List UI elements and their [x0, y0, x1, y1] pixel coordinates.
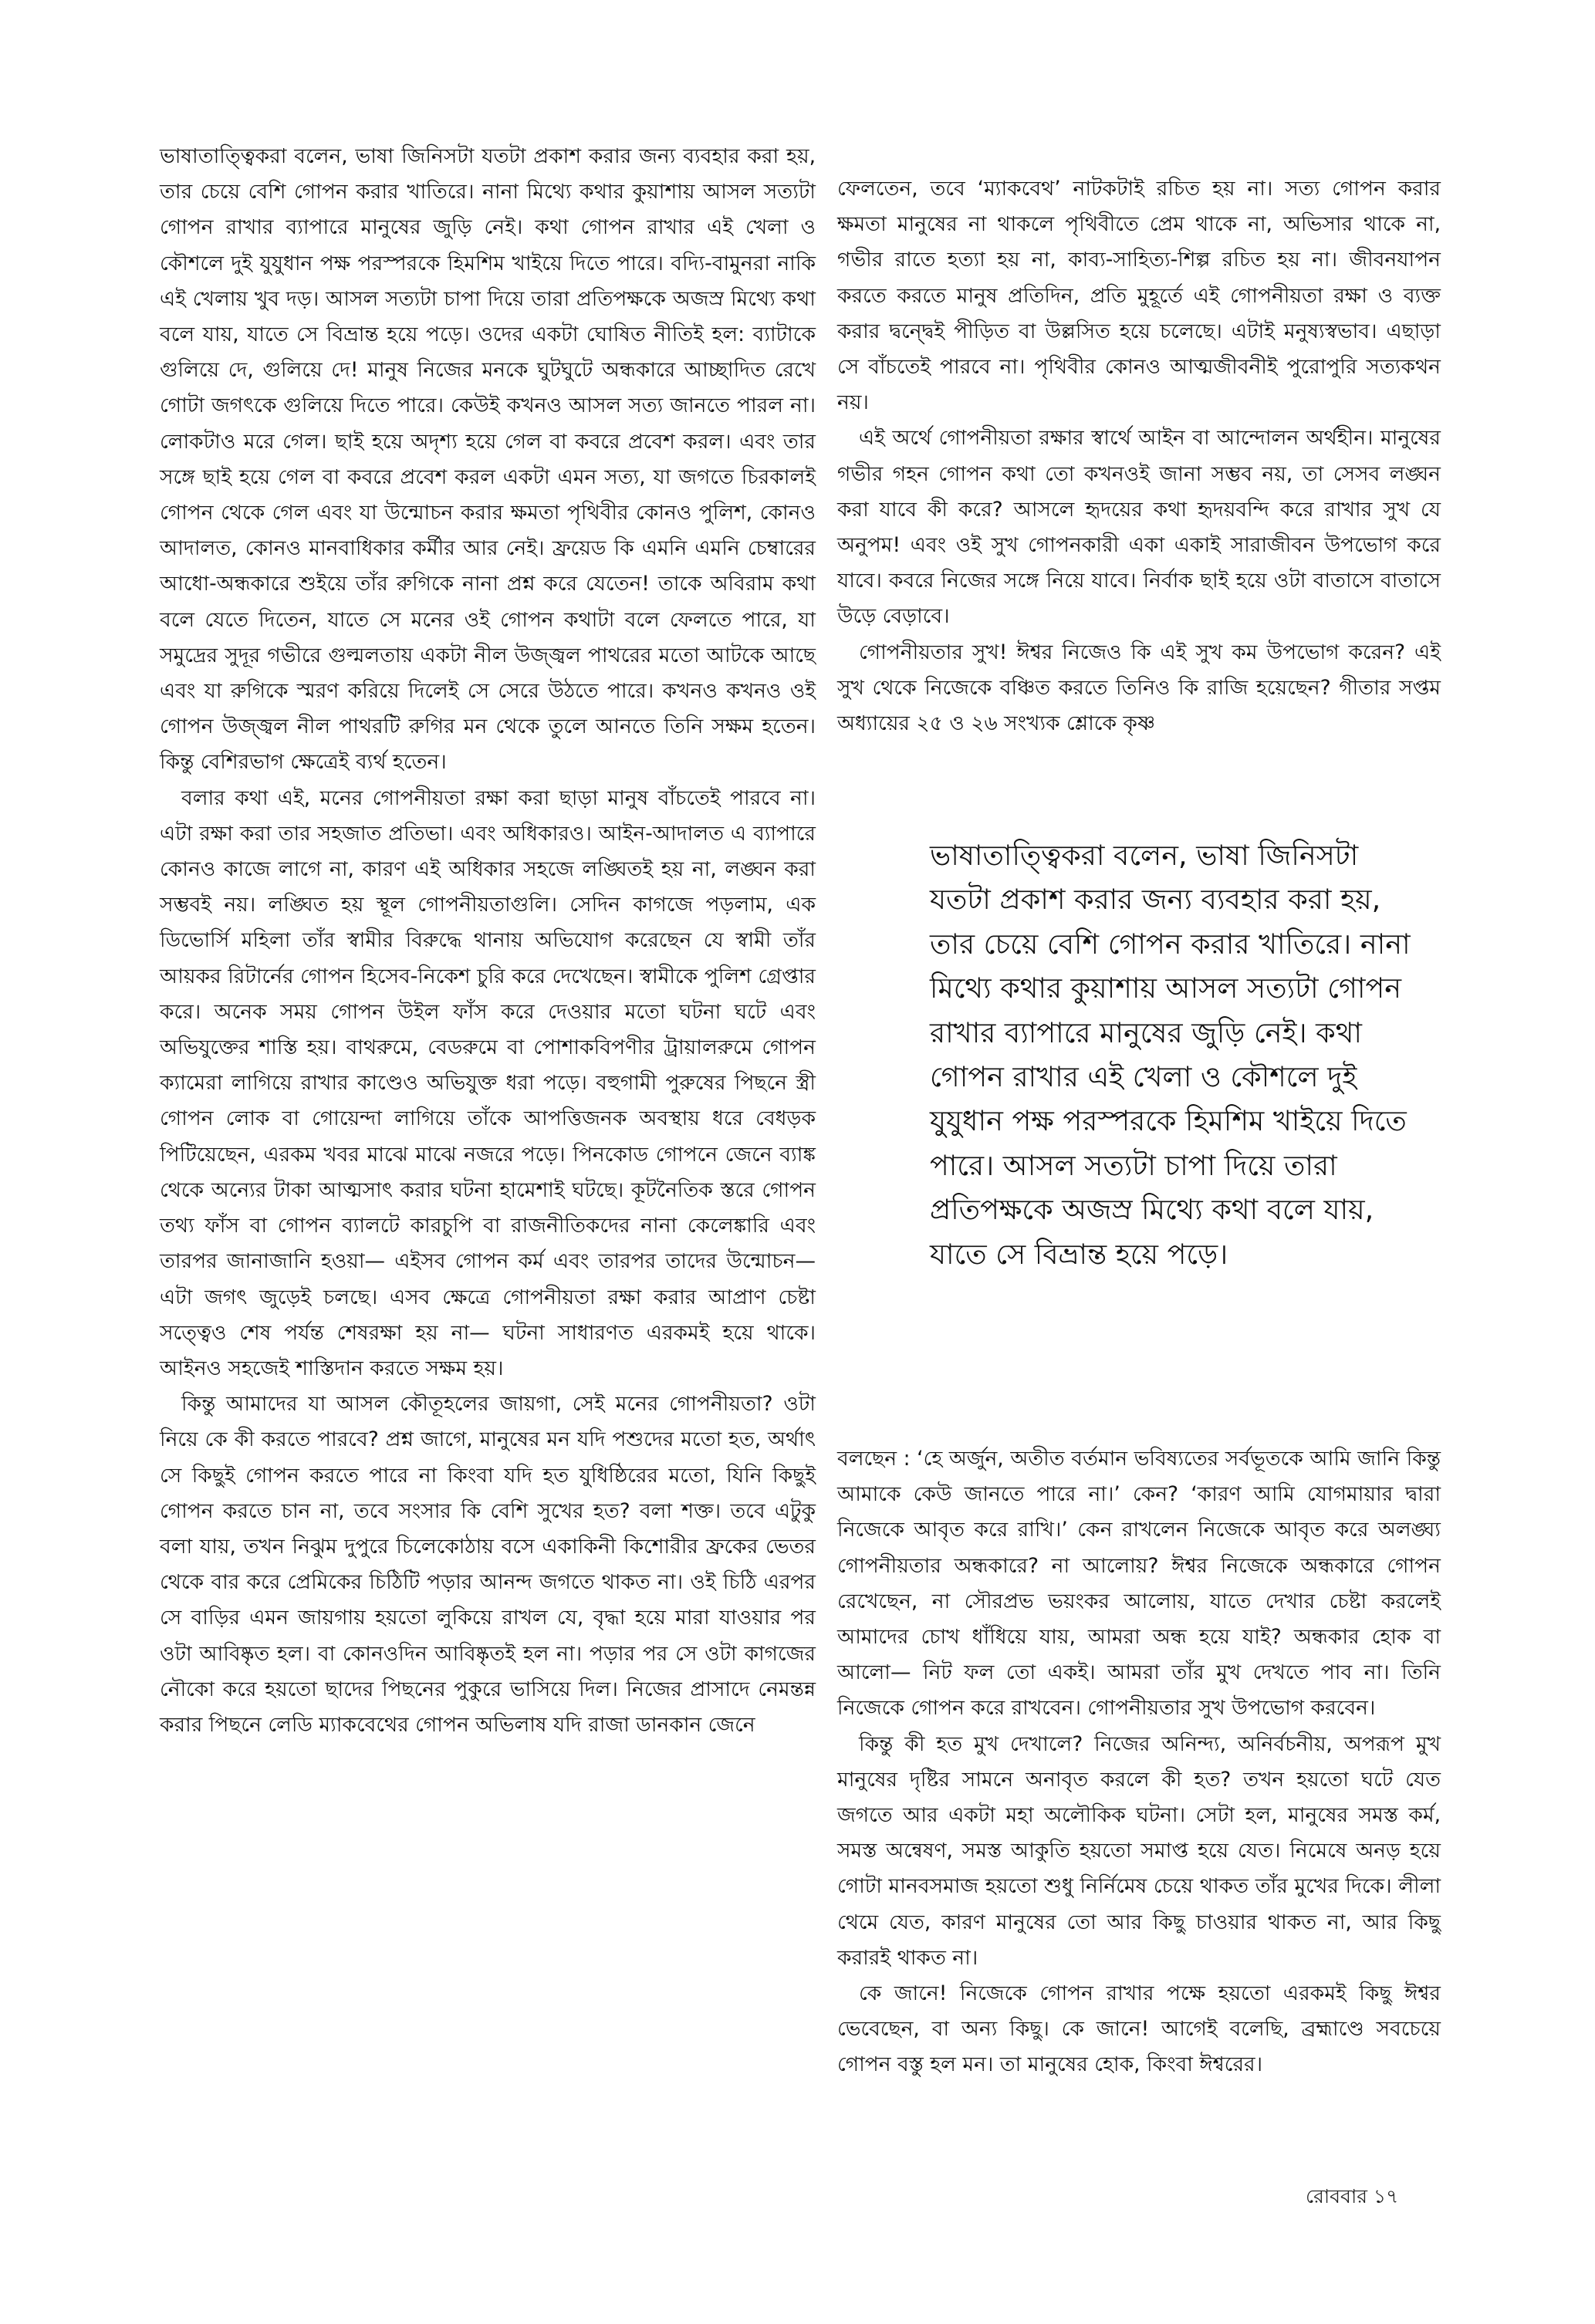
paragraph: বলার কথা এই, মনের গোপনীয়তা রক্ষা করা ছাড়া মানুষ বাঁচতেই পারবে না। এটা রক্ষা করা তার সহজাত প্রতিভা। এবং অধিকারও। আইন-আদালত এ ব্যাপারে কোনও কাজে লাগে না, কারণ এই অধিকার সহজে লঙ্ঘিতই হয় না, লঙ্ঘন করা সম্ভবই নয়। লঙ্ঘিত হয় স্থূল গোপনীয়তাগুলি। সেদিন কাগজে পড়লাম, এক ডিভোর্সি মহিলা তাঁর স্বামীর বিরুদ্ধে থানায় অভিযোগ করেছেন যে স্বামী তাঁর আয়কর রিটার্নের গোপন হিসেব-নিকেশ চুরি করে দেখেছেন। স্বামীকে পুলিশ গ্রেপ্তার করে। অনেক সময় গোপন উইল ফাঁস করে দেওয়ার মতো ঘটনা ঘটে এবং অভিযুক্তের শাস্তি হয়। বাথরুমে, বেডরুমে বা পোশাকবিপণীর ট্রায়ালরুমে গোপন ক্যামেরা লাগিয়ে রাখার কাণ্ডেও অভিযুক্ত ধরা পড়ে। বহুগামী পুরুষের পিছনে স্ত্রী গোপন লোক বা গোয়েন্দা লাগিয়ে তাঁকে আপত্তিজনক অবস্থায় ধরে বেধড়ক পিটিয়েছেন, এরকম খবর মাঝে মাঝে নজরে পড়ে। পিনকোড গোপনে জেনে ব্যাঙ্ক থেকে অন্যের টাকা আত্মসাৎ করার ঘটনা হামেশাই ঘটছে। কূটনৈতিক স্তরে গোপন তথ্য ফাঁস বা গোপন ব্যালটে কারচুপি বা রাজনীতিকদের নানা কেলেঙ্কারি এবং তারপর জানাজানি হওয়া— এইসব গোপন কর্ম এবং তারপর তাদের উন্মোচন— এটা জগৎ জুড়েই চলছে। এসব ক্ষেত্রে গোপনীয়তা রক্ষা করার আপ্রাণ চেষ্টা সত্ত্বেও শেষ পর্যন্ত শেষরক্ষা হয় না— ঘটনা সাধারণত এরকমই হয়ে থাকে। আইনও সহজেই শাস্তিদান করতে সক্ষম হয়। — [160, 785, 816, 1380]
right-column-bottom — [837, 1441, 1441, 2083]
paragraph: ফেলতেন, তবে ‘ম্যাকবেথ’ নাটকটাই রচিত হয় না। সত্য গোপন করার ক্ষমতা মানুষের না থাকলে পৃথিবীতে প্রেম থাকে না, অভিসার থাকে না, গভীর রাতে হত্যা হয় না, কাব্য-সাহিত্য-শিল্প রচিত হয় না। জীবনযাপন করতে করতে মানুষ প্রতিদিন, প্রতি মুহূর্তে এই গোপনীয়তা রক্ষা ও ব্যক্ত করার দ্বন্দ্বেই পীড়িত বা উল্লসিত হয়ে চলেছে। এটাই মনুষ্যস্বভাব। এছাড়া সে বাঁচতেই পারবে না। পৃথিবীর কোনও আত্মজীবনীই পুরোপুরি সত্যকথন নয়। — [837, 177, 1441, 415]
paragraph: ভাষাতাত্ত্বিকরা বলেন, ভাষা জিনিসটা যতটা প্রকাশ করার জন্য ব্যবহার করা হয়, তার চেয়ে বেশি গোপন করার খাতিরে। নানা মিথ্যে কথার কুয়াশায় আসল সত্যটা গোপন রাখার ব্যাপারে মানুষের জুড়ি নেই। কথা গোপন রাখার এই খেলা ও কৌশলে দুই যুযুধান পক্ষ পরস্পরকে হিমশিম খাইয়ে দিতে পারে। বদ্যি-বামুনরা নাকি এই খেলায় খুব দড়। আসল সত্যটা চাপা দিয়ে তারা প্রতিপক্ষকে অজস্র মিথ্যে কথা বলে যায়, যাতে সে বিভ্রান্ত হয়ে পড়ে। ওদের একটা ঘোষিত নীতিই হল: ব্যাটাকে গুলিয়ে দে, গুলিয়ে দে! মানুষ নিজের মনকে ঘুটঘুটে অন্ধকারে আচ্ছাদিত রেখে গোটা জগৎকে গুলিয়ে দিতে পারে। কেউই কখনও আসল সত্য জানতে পারল না। লোকটাও মরে গেল। ছাই হয়ে অদৃশ্য হয়ে গেল বা কবরে প্রবেশ করল। এবং তার সঙ্গে ছাই হয়ে গেল বা কবরে প্রবেশ করল একটা এমন সত্য, যা জগতে চিরকালই গোপন থেকে গেল এবং যা উন্মোচন করার ক্ষমতা পৃথিবীর কোনও পুলিশ, কোনও আদালত, কোনও মানবাধিকার কর্মীর আর নেই। ফ্রয়েড কি এমনি এমনি চেম্বারের আধো-অন্ধকারে শুইয়ে তাঁর রুগিকে নানা প্রশ্ন করে যেতেন! তাকে অবিরাম কথা বলে যেতে দিতেন, যাতে সে মনের ওই গোপন কথাটা বলে ফেলতে পারে, যা সমুদ্রের সুদূর গভীরে গুল্মলতায় একটা নীল উজ্জ্বল পাথরের মতো আটকে আছে এবং যা রুগিকে স্মরণ করিয়ে দিলেই সে সেরে উঠতে পারে। কখনও কখনও ওই গোপন উজ্জ্বল নীল পাথরটি রুগির মন থেকে তুলে আনতে তিনি সক্ষম হতেন। কিন্তু বেশিরভাগ ক্ষেত্রেই ব্যর্থ হতেন। — [160, 144, 816, 775]
paragraph: বলছেন : ‘হে অর্জুন, অতীত বর্তমান ভবিষ্যতের সর্বভূতকে আমি জানি কিন্তু আমাকে কেউ জানতে পারে না।’ কেন? ‘কারণ আমি যোগমায়ার দ্বারা নিজেকে আবৃত করে রাখি।’ কেন রাখলেন নিজেকে আবৃত করে অলঙ্ঘ্য গোপনীয়তার অন্ধকারে? না আলোয়? ঈশ্বর নিজেকে অন্ধকারে গোপন রেখেছেন, না সৌরপ্রভ ভয়ংকর আলোয়, যাতে দেখার চেষ্টা করলেই আমাদের চোখ ধাঁধিয়ে যায়, আমরা অন্ধ হয়ে যাই? অন্ধকার হোক বা আলো— নিট ফল তো একই। আমরা তাঁর মুখ দেখতে পাব না। তিনি নিজেকে গোপন করে রাখবেন। গোপনীয়তার সুখ উপভোগ করবেন। — [837, 1447, 1441, 1721]
pull-quote: ভাষাতাত্ত্বিকরা বলেন, ভাষা জিনিসটা যতটা প্রকাশ করার জন্য ব্যবহার করা হয়, তার চেয়ে বেশি গোপন করার খাতিরে। নানা মিথ্যে কথার কুয়াশায় আসল সত্যটা গোপন রাখার ব্যাপারে মানুষের জুড়ি নেই। কথা গোপন রাখার এই খেলা ও কৌশলে দুই যুযুধান পক্ষ পরস্পরকে হিমশিম খাইয়ে দিতে পারে। আসল সত্যটা চাপা দিয়ে তারা প্রতিপক্ষকে অজস্র মিথ্যে কথা বলে যায়, যাতে সে বিভ্রান্ত হয়ে পড়ে। — [930, 839, 1411, 1271]
left-column — [160, 139, 816, 1743]
paragraph: কে জানে! নিজেকে গোপন রাখার পক্ষে হয়তো এরকমই কিছু ঈশ্বর ভেবেছেন, বা অন্য কিছু। কে জানে! আগেই বলেছি, ব্রহ্মাণ্ডে সবচেয়ে গোপন বস্তু হল মন। তা মানুষের হোক, কিংবা ঈশ্বরের। — [837, 1981, 1441, 2077]
page-footer: রোববার ১৭ — [1306, 2185, 1399, 2207]
paragraph: এই অর্থে গোপনীয়তা রক্ষার স্বার্থে আইন বা আন্দোলন অর্থহীন। মানুষের গভীর গহন গোপন কথা তো কখনওই জানা সম্ভব নয়, তা সেসব লঙ্ঘন করা যাবে কী করে? আসলে হৃদয়ের কথা হৃদয়বন্দি করে রাখার সুখ যে অনুপম! এবং ওই সুখ গোপনকারী একা একাই সারাজীবন উপভোগ করে যাবে। কবরে নিজের সঙ্গে নিয়ে যাবে। নির্বাক ছাই হয়ে ওটা বাতাসে বাতাসে উড়ে বেড়াবে। — [837, 426, 1441, 629]
paragraph: কিন্তু কী হত মুখ দেখালে? নিজের অনিন্দ্য, অনির্বচনীয়, অপরূপ মুখ মানুষের দৃষ্টির সামনে অনাবৃত করলে কী হত? তখন হয়তো ঘটে যেত জগতে আর একটা মহা অলৌকিক ঘটনা। সেটা হল, মানুষের সমস্ত কর্ম, সমস্ত অন্বেষণ, সমস্ত আকুতি হয়তো সমাপ্ত হয়ে যেত। নিমেষে অনড় হয়ে গোটা মানবসমাজ হয়তো শুধু নির্নিমেষ চেয়ে থাকত তাঁর মুখের দিকে। লীলা থেমে যেত, কারণ মানুষের তো আর কিছু চাওয়ার থাকত না, আর কিছু করারই থাকত না। — [837, 1731, 1441, 1970]
paragraph: গোপনীয়তার সুখ! ঈশ্বর নিজেও কি এই সুখ কম উপভোগ করেন? এই সুখ থেকে নিজেকে বঞ্চিত করতে তিনিও কি রাজি হয়েছেন? গীতার সপ্তম অধ্যায়ের ২৫ ও ২৬ সংখ্যক শ্লোকে কৃষ্ণ — [837, 640, 1441, 736]
right-column-top — [837, 171, 1441, 741]
paragraph: কিন্তু আমাদের যা আসল কৌতূহলের জায়গা, সেই মনের গোপনীয়তা? ওটা নিয়ে কে কী করতে পারবে? প্রশ্ন জাগে, মানুষের মন যদি পশুদের মতো হত, অর্থাৎ সে কিছুই গোপন করতে পারে না কিংবা যদি হত যুধিষ্ঠিরের মতো, যিনি কিছুই গোপন করতে চান না, তবে সংসার কি বেশি সুখের হত? বলা শক্ত। তবে এটুকু বলা যায়, তখন নিঝুম দুপুরে চিলেকোঠায় বসে একাকিনী কিশোরীর ফ্রকের ভেতর থেকে বার করে প্রেমিকের চিঠিটি পড়ার আনন্দ জগতে থাকত না। ওই চিঠি এরপর সে বাড়ির এমন জায়গায় হয়তো লুকিয়ে রাখল যে, বৃদ্ধা হয়ে মারা যাওয়ার পর ওটা আবিষ্কৃত হল। বা কোনওদিন আবিষ্কৃতই হল না। পড়ার পর সে ওটা কাগজের নৌকো করে হয়তো ছাদের পিছনের পুকুরে ভাসিয়ে দিল। নিজের প্রাসাদে নেমন্তন্ন করার পিছনে লেডি ম্যাকবেথের গোপন অভিলাষ যদি রাজা ডানকান জেনে — [160, 1392, 816, 1737]
